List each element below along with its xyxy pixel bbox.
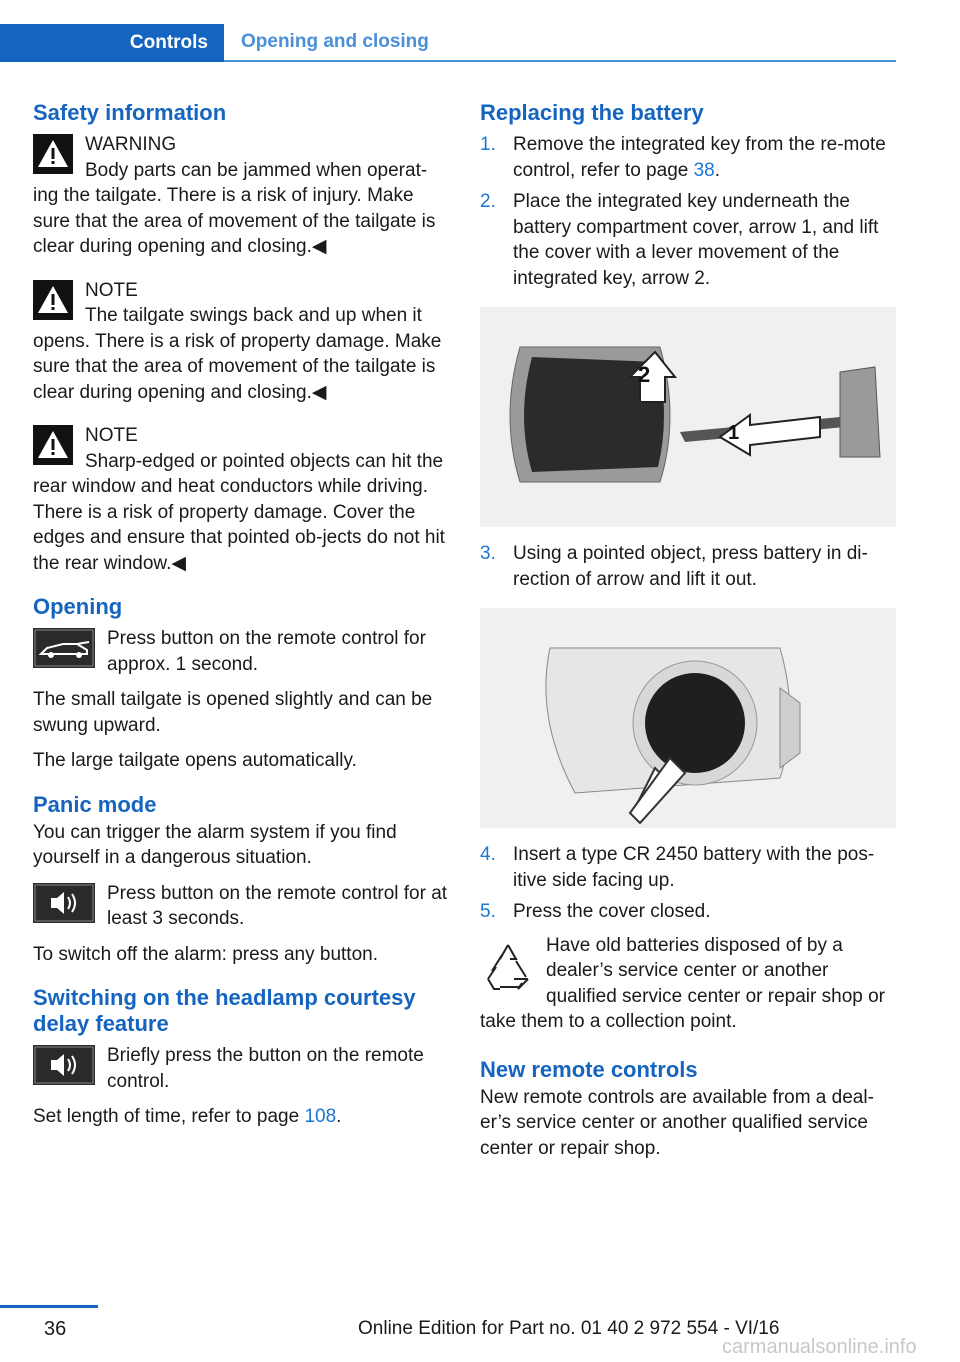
step-2-text: Place the integrated key underneath the battery compartment cover, arrow 1, and lift the cover with a lever movement of the integrated key, arrow 2. (513, 191, 879, 289)
step-1 (480, 132, 896, 183)
new-remote-paragraph: New remote controls are available from a deal-er’s service center or another qualified service center or repair shop. (480, 1086, 874, 1159)
warning-text: Body parts can be jammed when operat-ing the tailgate. There is a risk of injury. Make sure that the area of movement of the tailgate is clear during opening and closing.◀ (33, 159, 436, 257)
note-text: The tailgate swings back and up when it opens. There is a risk of property damage. Make sure that the area of movement of the tailgate is clear during opening and closing.◀ (33, 305, 442, 403)
battery-removal-illustration (480, 608, 896, 828)
panic-heading: Panic mode (33, 791, 157, 817)
header-chapter-tab: Opening and closing (224, 24, 896, 62)
headlamp-button-text: Briefly press the button on the remote control. (107, 1045, 424, 1092)
step-5 (480, 899, 896, 925)
left-column (33, 100, 448, 1140)
headlamp-paragraph (33, 1104, 448, 1130)
panic-paragraph-2: To switch off the alarm: press any button. (33, 943, 378, 965)
note-sharp-objects (33, 423, 448, 576)
note-title: NOTE (85, 279, 138, 301)
step-3 (480, 541, 896, 592)
panic-instruction (33, 881, 448, 932)
arrow-1-label: 1 (728, 422, 740, 444)
step-1-text: Remove the integrated key from the re-mote control, refer to page (513, 134, 886, 181)
opening-paragraph-1: The small tailgate is opened slightly and can be swung upward. (33, 689, 433, 736)
recycle-text: Have old batteries disposed of by a dealer’s service center or another qualified service center or repair shop or take them to a collection point. (480, 934, 886, 1032)
step-4-text: Insert a type CR 2450 battery with the pos-itive side facing up. (513, 844, 875, 891)
headlamp-heading: Switching on the headlamp courtesy delay feature (33, 985, 416, 1036)
right-column (480, 100, 896, 1171)
key-cover-figure (480, 307, 896, 527)
warning-icon (33, 425, 73, 465)
page-108-link[interactable]: 108 (304, 1106, 337, 1127)
headlamp-instruction (33, 1043, 448, 1094)
opening-button-text: Press button on the remote control for approx. 1 second. (107, 628, 426, 675)
recycle-notice (480, 933, 896, 1035)
step-number: 5. (480, 901, 496, 922)
step-3-text: Using a pointed object, press battery in di-rection of arrow and lift it out. (513, 543, 868, 590)
step-1-suffix: . (714, 159, 721, 181)
opening-heading: Opening (33, 594, 123, 619)
headlamp-text-prefix: Set length of time, refer to page (33, 1106, 305, 1127)
warning-icon (33, 280, 73, 320)
arrow-2-label: 2 (638, 362, 651, 387)
tailgate-button-icon (33, 628, 95, 668)
battery-steps-final (480, 842, 896, 925)
opening-instruction (33, 626, 448, 677)
panic-paragraph-1: You can trigger the alarm system if you find yourself in a dangerous situation. (33, 821, 397, 868)
footer-rule (0, 1305, 98, 1308)
warning-notice (33, 132, 448, 260)
key-cover-illustration (480, 307, 896, 527)
note-text: Sharp-edged or pointed objects can hit the rear window and heat conductors while driving. There is a risk of property damage. Cover the edges and ensure that pointed ob-jects do not hit the rear window.◀ (33, 450, 445, 574)
opening-paragraph-2: The large tailgate opens automatically. (33, 750, 357, 771)
step-5-text: Press the cover closed. (513, 901, 711, 922)
step-number: 3. (480, 543, 496, 564)
warning-title: WARNING (85, 134, 177, 155)
battery-heading: Replacing the battery (480, 100, 704, 125)
recycle-icon (480, 939, 536, 995)
panic-button-icon (33, 883, 95, 923)
battery-steps (480, 132, 896, 291)
step-2 (480, 189, 896, 291)
warning-icon (33, 134, 73, 174)
panic-button-icon (33, 1045, 95, 1085)
page-38-link[interactable]: 38 (693, 159, 715, 181)
new-remote-heading: New remote controls (480, 1056, 698, 1082)
step-number: 4. (480, 844, 496, 865)
step-number: 2. (480, 191, 496, 212)
header-section-tab: Controls (0, 24, 224, 62)
battery-removal-figure (480, 608, 896, 828)
note-title: NOTE (85, 425, 138, 446)
note-tailgate (33, 278, 448, 406)
step-number: 1. (480, 134, 496, 155)
watermark: carmanualsonline.info (722, 1336, 917, 1358)
safety-heading: Safety information (33, 100, 227, 125)
step-4 (480, 842, 896, 893)
battery-steps-cont (480, 541, 896, 592)
headlamp-text-suffix: . (336, 1106, 342, 1127)
edition-info: Online Edition for Part no. 01 40 2 972 554 - VI/16 (358, 1318, 780, 1339)
page-number: 36 (44, 1318, 67, 1340)
panic-button-text: Press button on the remote control for at least 3 seconds. (107, 882, 448, 929)
